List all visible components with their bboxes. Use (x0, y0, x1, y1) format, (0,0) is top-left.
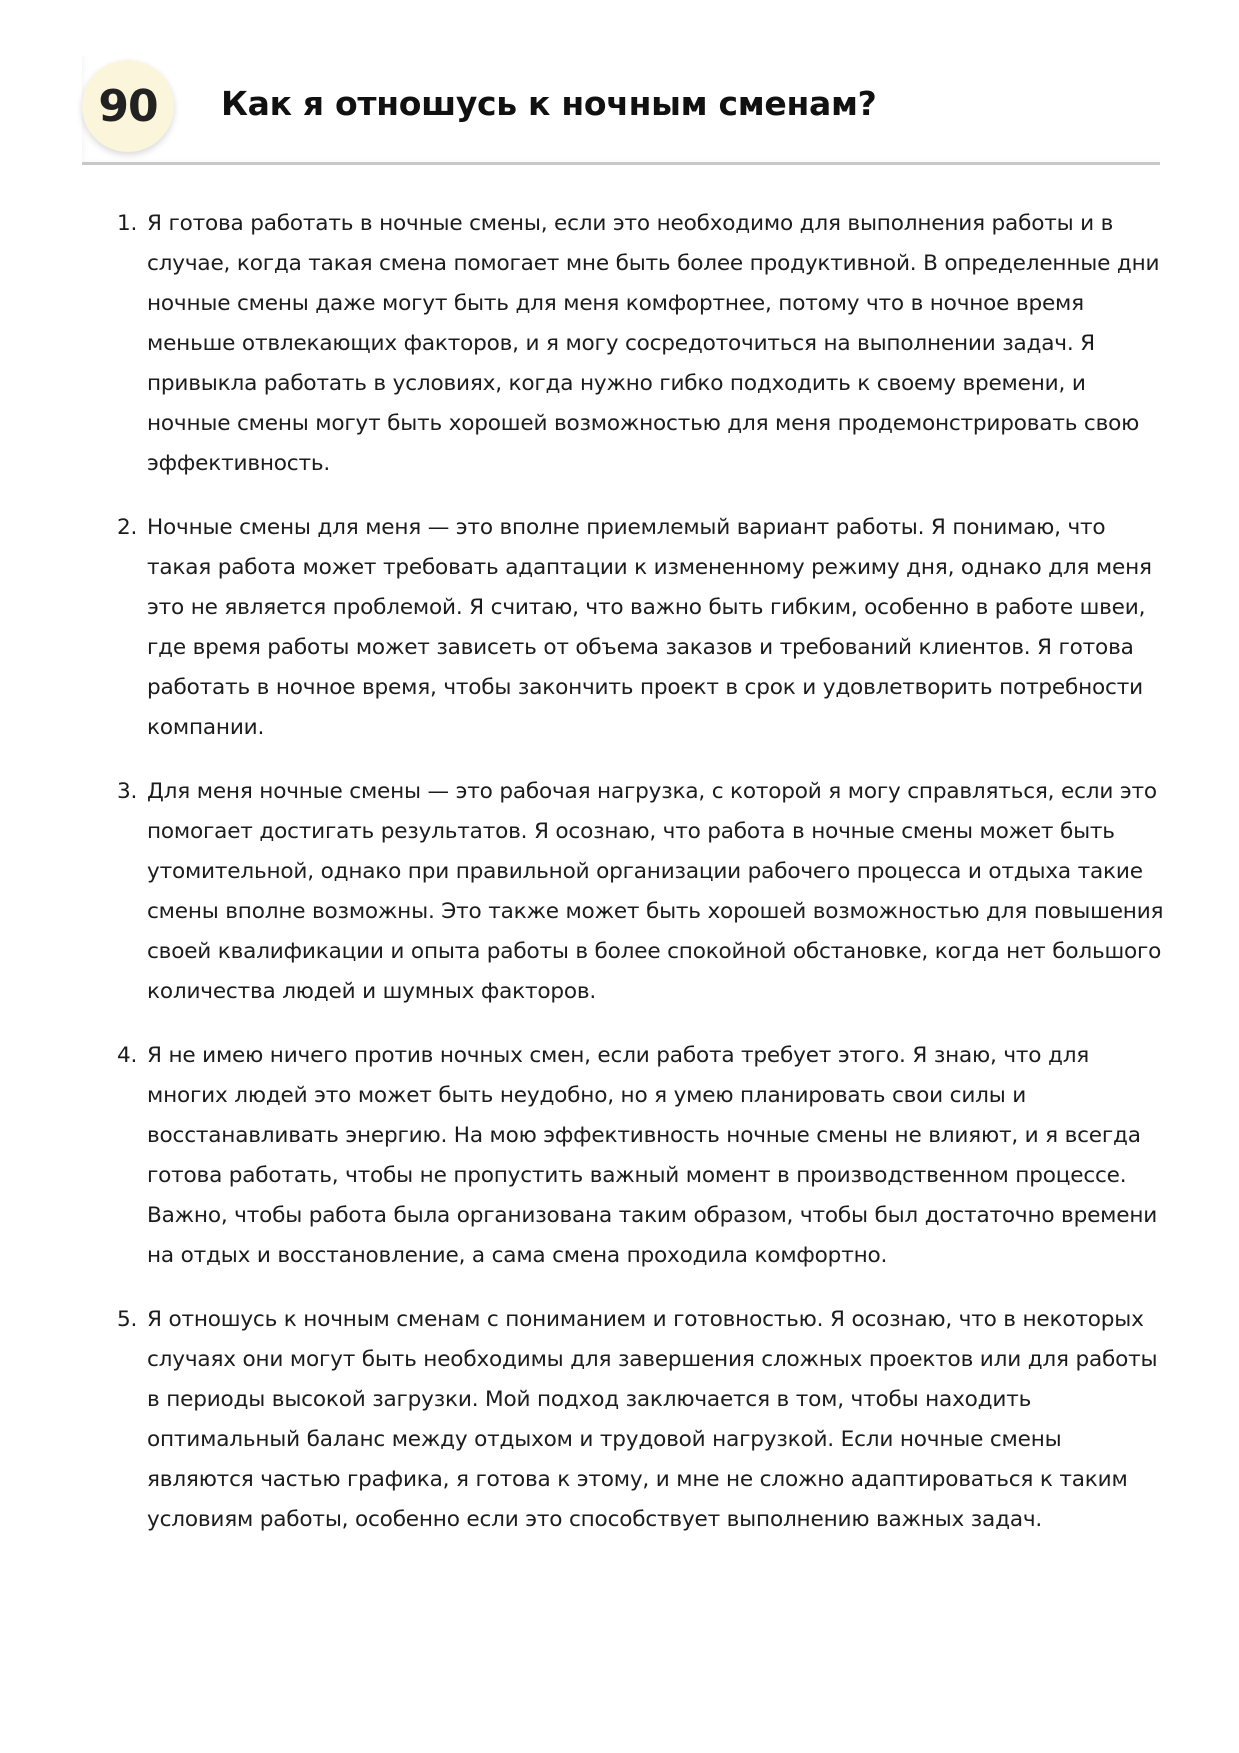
list-item-text: Для меня ночные смены — это рабочая нагрузка, с которой я могу справляться, если это помогает достигать результатов. Я осознаю, что работа в ночные смены может быть утомительной, однако при правильной организации рабочего процесса и отдыха такие смены вполне возможны. Это также может быть хорошей возможностью для повышения своей квалификации и опыта работы в более спокойной обстановке, когда нет большого количества людей и шумных факторов. (147, 779, 1164, 1004)
answers-list (112, 204, 1172, 1564)
page-title: Как я отношусь к ночным сменам? (221, 84, 877, 123)
list-item-text: Я отношусь к ночным сменам с пониманием и готовностью. Я осознаю, что в некоторых случаях они могут быть необходимы для завершения сложных проектов или для работы в периоды высокой загрузки. Мой подход заключается в том, чтобы находить оптимальный баланс между отдыхом и трудовой нагрузкой. Если ночные смены являются частью графика, я готова к этому, и мне не сложно адаптироваться к таким условиям работы, особенно если это способствует выполнению важных задач. (147, 1307, 1158, 1532)
list-item (112, 1036, 1172, 1276)
list-item (112, 1300, 1172, 1540)
list-item (112, 772, 1172, 1012)
list-item-number: 4. (117, 1043, 138, 1068)
list-item-number: 3. (117, 779, 138, 804)
page-number-badge: 90 (82, 60, 174, 152)
list-item-number: 2. (117, 515, 138, 540)
list-item-number: 5. (117, 1307, 138, 1332)
list-item (112, 204, 1172, 484)
list-item-text: Ночные смены для меня — это вполне приемлемый вариант работы. Я понимаю, что такая работа может требовать адаптации к измененному режиму дня, однако для меня это не является проблемой. Я считаю, что важно быть гибким, особенно в работе швеи, где время работы может зависеть от объема заказов и требований клиентов. Я готова работать в ночное время, чтобы закончить проект в срок и удовлетворить потребности компании. (147, 515, 1152, 740)
page-header (82, 56, 1160, 165)
list-item-number: 1. (117, 211, 138, 236)
list-item-text: Я не имею ничего против ночных смен, если работа требует этого. Я знаю, что для многих людей это может быть неудобно, но я умею планировать свои силы и восстанавливать энергию. На мою эффективность ночные смены не влияют, и я всегда готова работать, чтобы не пропустить важный момент в производственном процессе. Важно, чтобы работа была организована таким образом, чтобы был достаточно времени на отдых и восстановление, а сама смена проходила комфортно. (147, 1043, 1158, 1268)
list-item-text: Я готова работать в ночные смены, если это необходимо для выполнения работы и в случае, когда такая смена помогает мне быть более продуктивной. В определенные дни ночные смены даже могут быть для меня комфортнее, потому что в ночное время меньше отвлекающих факторов, и я могу сосредоточиться на выполнении задач. Я привыкла работать в условиях, когда нужно гибко подходить к своему времени, и ночные смены могут быть хорошей возможностью для меня продемонстрировать свою эффективность. (147, 211, 1160, 476)
list-item (112, 508, 1172, 748)
